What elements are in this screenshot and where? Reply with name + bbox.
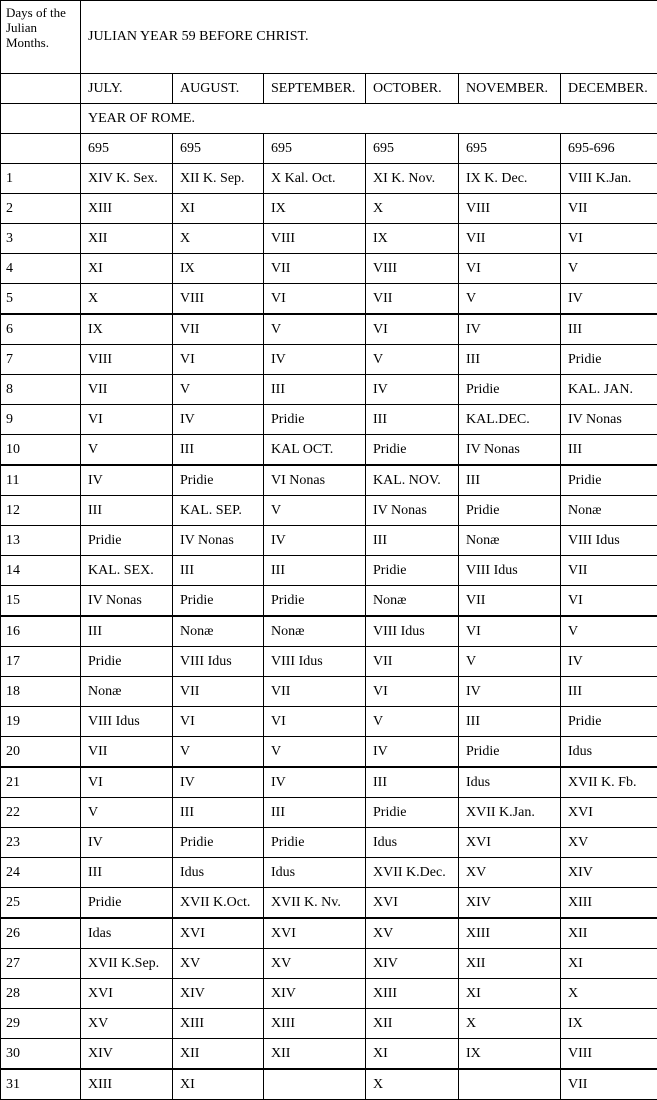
date-cell: IV bbox=[561, 647, 657, 677]
date-cell: V bbox=[264, 496, 366, 526]
day-number: 1 bbox=[1, 164, 81, 194]
day-number: 20 bbox=[1, 737, 81, 768]
date-cell: X Kal. Oct. bbox=[264, 164, 366, 194]
year-cell: 695 bbox=[264, 134, 366, 164]
date-cell: VI bbox=[561, 224, 657, 254]
date-cell: VI bbox=[264, 707, 366, 737]
date-cell: KAL. JAN. bbox=[561, 375, 657, 405]
table-row bbox=[1, 979, 657, 1009]
day-number: 31 bbox=[1, 1069, 81, 1100]
date-cell: Pridie bbox=[459, 737, 561, 768]
empty-header-cell bbox=[1, 134, 81, 164]
date-cell: VIII Idus bbox=[459, 556, 561, 586]
day-number: 30 bbox=[1, 1039, 81, 1070]
date-cell: Idus bbox=[264, 858, 366, 888]
day-number: 21 bbox=[1, 767, 81, 798]
date-cell: V bbox=[561, 616, 657, 647]
date-cell: III bbox=[264, 375, 366, 405]
date-cell: X bbox=[366, 194, 459, 224]
date-cell: Pridie bbox=[81, 526, 173, 556]
date-cell: Idus bbox=[366, 828, 459, 858]
date-cell: III bbox=[561, 435, 657, 466]
table-row bbox=[1, 375, 657, 405]
date-cell: VI Nonas bbox=[264, 465, 366, 496]
date-cell: VIII bbox=[561, 1039, 657, 1070]
date-cell: VII bbox=[264, 677, 366, 707]
date-cell: VIII Idus bbox=[81, 707, 173, 737]
empty-header-cell bbox=[1, 74, 81, 104]
date-cell: VII bbox=[81, 737, 173, 768]
day-number: 12 bbox=[1, 496, 81, 526]
date-cell: XII bbox=[366, 1009, 459, 1039]
date-cell: III bbox=[459, 707, 561, 737]
day-number: 17 bbox=[1, 647, 81, 677]
date-cell: V bbox=[81, 798, 173, 828]
date-cell: XIII bbox=[264, 1009, 366, 1039]
date-cell: XIII bbox=[81, 1069, 173, 1100]
date-cell: XII bbox=[81, 224, 173, 254]
year-of-rome-label: YEAR OF ROME. bbox=[81, 104, 657, 134]
date-cell: III bbox=[366, 526, 459, 556]
date-cell: VI bbox=[459, 254, 561, 284]
date-cell: KAL. NOV. bbox=[366, 465, 459, 496]
title-row bbox=[1, 1, 657, 74]
year-cell: 695-696 bbox=[561, 134, 657, 164]
date-cell: VI bbox=[173, 707, 264, 737]
date-cell: XVI bbox=[366, 888, 459, 919]
date-cell: IX bbox=[81, 314, 173, 345]
date-cell: IX bbox=[264, 194, 366, 224]
date-cell: KAL. SEX. bbox=[81, 556, 173, 586]
date-cell: Pridie bbox=[459, 375, 561, 405]
date-cell: XVII K.Jan. bbox=[459, 798, 561, 828]
date-cell: XIV bbox=[459, 888, 561, 919]
date-cell: XVI bbox=[264, 918, 366, 949]
date-cell: XVI bbox=[173, 918, 264, 949]
day-number: 15 bbox=[1, 586, 81, 617]
table-row bbox=[1, 1039, 657, 1070]
date-cell: XVII K. Fb. bbox=[561, 767, 657, 798]
date-cell: Pridie bbox=[81, 647, 173, 677]
date-cell: Nonæ bbox=[366, 586, 459, 617]
date-cell: KAL.DEC. bbox=[459, 405, 561, 435]
table-row bbox=[1, 858, 657, 888]
date-cell: V bbox=[366, 707, 459, 737]
date-cell: VI bbox=[173, 345, 264, 375]
table-row bbox=[1, 405, 657, 435]
date-cell: XI bbox=[366, 1039, 459, 1070]
table-row bbox=[1, 284, 657, 315]
table-row bbox=[1, 254, 657, 284]
date-cell: Pridie bbox=[173, 828, 264, 858]
date-cell: XI bbox=[173, 1069, 264, 1100]
month-header-november: NOVEMBER. bbox=[459, 74, 561, 104]
date-cell: III bbox=[366, 767, 459, 798]
date-cell: XII bbox=[561, 918, 657, 949]
date-cell: X bbox=[366, 1069, 459, 1100]
date-cell: Nonæ bbox=[459, 526, 561, 556]
date-cell: IV Nonas bbox=[81, 586, 173, 617]
date-cell: III bbox=[561, 677, 657, 707]
date-cell: III bbox=[264, 798, 366, 828]
date-cell: XI bbox=[173, 194, 264, 224]
date-cell: XVII K. Nv. bbox=[264, 888, 366, 919]
date-cell: IV bbox=[264, 767, 366, 798]
date-cell: Pridie bbox=[561, 345, 657, 375]
date-cell: IV bbox=[264, 345, 366, 375]
date-cell: VII bbox=[459, 224, 561, 254]
date-cell: IX bbox=[459, 1039, 561, 1070]
date-cell: III bbox=[173, 435, 264, 466]
date-cell: Pridie bbox=[173, 586, 264, 617]
table-row bbox=[1, 1009, 657, 1039]
table-row bbox=[1, 224, 657, 254]
date-cell: XIII bbox=[459, 918, 561, 949]
date-cell: XI bbox=[459, 979, 561, 1009]
table-row bbox=[1, 707, 657, 737]
date-cell: VIII bbox=[173, 284, 264, 315]
date-cell: XV bbox=[173, 949, 264, 979]
day-number: 3 bbox=[1, 224, 81, 254]
date-cell: III bbox=[459, 345, 561, 375]
date-cell: XV bbox=[81, 1009, 173, 1039]
date-cell: IV bbox=[366, 375, 459, 405]
table-row bbox=[1, 345, 657, 375]
date-cell: Pridie bbox=[81, 888, 173, 919]
date-cell: VIII K.Jan. bbox=[561, 164, 657, 194]
date-cell: V bbox=[366, 345, 459, 375]
date-cell: VIII bbox=[366, 254, 459, 284]
date-cell: XI bbox=[81, 254, 173, 284]
table-row bbox=[1, 918, 657, 949]
date-cell: XV bbox=[561, 828, 657, 858]
day-number: 18 bbox=[1, 677, 81, 707]
date-cell: VIII Idus bbox=[264, 647, 366, 677]
table-row bbox=[1, 526, 657, 556]
table-row bbox=[1, 496, 657, 526]
date-cell: IV bbox=[561, 284, 657, 315]
table-row bbox=[1, 435, 657, 466]
date-cell: XIV bbox=[81, 1039, 173, 1070]
date-cell: VII bbox=[264, 254, 366, 284]
month-header-december: DECEMBER. bbox=[561, 74, 657, 104]
date-cell: XV bbox=[366, 918, 459, 949]
date-cell: VII bbox=[173, 314, 264, 345]
date-cell: VI bbox=[366, 677, 459, 707]
date-cell: XIV bbox=[561, 858, 657, 888]
day-number: 7 bbox=[1, 345, 81, 375]
year-cell: 695 bbox=[81, 134, 173, 164]
date-cell: VI bbox=[459, 616, 561, 647]
date-cell: III bbox=[173, 798, 264, 828]
date-cell: XV bbox=[264, 949, 366, 979]
date-cell: XVII K.Sep. bbox=[81, 949, 173, 979]
date-cell: V bbox=[81, 435, 173, 466]
table-row bbox=[1, 616, 657, 647]
day-number: 6 bbox=[1, 314, 81, 345]
month-header-october: OCTOBER. bbox=[366, 74, 459, 104]
date-cell: Pridie bbox=[459, 496, 561, 526]
date-cell: XII bbox=[173, 1039, 264, 1070]
date-cell: VII bbox=[81, 375, 173, 405]
date-cell: III bbox=[173, 556, 264, 586]
date-cell: III bbox=[264, 556, 366, 586]
date-cell: X bbox=[459, 1009, 561, 1039]
date-cell: Nonæ bbox=[561, 496, 657, 526]
date-cell: XVII K.Oct. bbox=[173, 888, 264, 919]
day-number: 27 bbox=[1, 949, 81, 979]
date-cell: V bbox=[264, 314, 366, 345]
date-cell: XIII bbox=[561, 888, 657, 919]
date-cell: VII bbox=[366, 647, 459, 677]
date-cell: XII K. Sep. bbox=[173, 164, 264, 194]
date-cell: Idus bbox=[561, 737, 657, 768]
day-number: 4 bbox=[1, 254, 81, 284]
date-cell: Nonæ bbox=[173, 616, 264, 647]
day-number: 29 bbox=[1, 1009, 81, 1039]
date-cell: III bbox=[459, 465, 561, 496]
date-cell: KAL OCT. bbox=[264, 435, 366, 466]
day-number: 2 bbox=[1, 194, 81, 224]
date-cell: VI bbox=[81, 405, 173, 435]
date-cell: Nonæ bbox=[264, 616, 366, 647]
date-cell: VIII Idus bbox=[366, 616, 459, 647]
date-cell: VII bbox=[561, 556, 657, 586]
date-cell: VII bbox=[366, 284, 459, 315]
date-cell: III bbox=[81, 496, 173, 526]
date-cell: III bbox=[366, 405, 459, 435]
table-row bbox=[1, 556, 657, 586]
date-cell: XII bbox=[264, 1039, 366, 1070]
day-number: 22 bbox=[1, 798, 81, 828]
day-number: 24 bbox=[1, 858, 81, 888]
date-cell: X bbox=[173, 224, 264, 254]
date-cell: VII bbox=[561, 194, 657, 224]
date-cell: IV bbox=[366, 737, 459, 768]
date-cell: IV bbox=[81, 828, 173, 858]
date-cell: V bbox=[173, 375, 264, 405]
date-cell: VI bbox=[264, 284, 366, 315]
date-cell: IV Nonas bbox=[459, 435, 561, 466]
date-cell: XV bbox=[459, 858, 561, 888]
date-cell: IV Nonas bbox=[173, 526, 264, 556]
table-row bbox=[1, 314, 657, 345]
date-cell: IV bbox=[264, 526, 366, 556]
date-cell: XII bbox=[459, 949, 561, 979]
day-number: 14 bbox=[1, 556, 81, 586]
date-cell: IV bbox=[173, 405, 264, 435]
date-cell: VII bbox=[459, 586, 561, 617]
empty-header-cell bbox=[1, 104, 81, 134]
year-cell: 695 bbox=[366, 134, 459, 164]
day-number: 11 bbox=[1, 465, 81, 496]
year-cell: 695 bbox=[173, 134, 264, 164]
table-row bbox=[1, 767, 657, 798]
table-row bbox=[1, 888, 657, 919]
day-number: 26 bbox=[1, 918, 81, 949]
date-cell: V bbox=[561, 254, 657, 284]
date-cell: Idas bbox=[81, 918, 173, 949]
date-cell: XVI bbox=[561, 798, 657, 828]
days-column-header: Days of the Julian Months. bbox=[1, 1, 81, 74]
date-cell: IV bbox=[459, 314, 561, 345]
date-cell: VII bbox=[173, 677, 264, 707]
date-cell: XI bbox=[561, 949, 657, 979]
date-cell: VI bbox=[561, 586, 657, 617]
table-row bbox=[1, 798, 657, 828]
date-cell: Pridie bbox=[561, 465, 657, 496]
date-cell: XI K. Nov. bbox=[366, 164, 459, 194]
date-cell: XIV bbox=[173, 979, 264, 1009]
date-cell: IV bbox=[173, 767, 264, 798]
table-row bbox=[1, 949, 657, 979]
date-cell: XIII bbox=[81, 194, 173, 224]
table-row bbox=[1, 737, 657, 768]
table-row bbox=[1, 465, 657, 496]
date-cell: XVI bbox=[459, 828, 561, 858]
date-cell: IX bbox=[173, 254, 264, 284]
date-cell: VI bbox=[366, 314, 459, 345]
date-cell: IX K. Dec. bbox=[459, 164, 561, 194]
date-cell: XIV bbox=[264, 979, 366, 1009]
date-cell: VIII Idus bbox=[173, 647, 264, 677]
day-number: 8 bbox=[1, 375, 81, 405]
year-cell: 695 bbox=[459, 134, 561, 164]
month-header-september: SEPTEMBER. bbox=[264, 74, 366, 104]
date-cell: V bbox=[173, 737, 264, 768]
day-number: 28 bbox=[1, 979, 81, 1009]
date-cell: V bbox=[459, 647, 561, 677]
date-cell: XVII K.Dec. bbox=[366, 858, 459, 888]
year-of-rome-label-row bbox=[1, 104, 657, 134]
date-cell: Pridie bbox=[561, 707, 657, 737]
month-header-row bbox=[1, 74, 657, 104]
day-number: 10 bbox=[1, 435, 81, 466]
day-number: 25 bbox=[1, 888, 81, 919]
date-cell: IX bbox=[366, 224, 459, 254]
date-cell: Idus bbox=[173, 858, 264, 888]
date-cell: IV bbox=[459, 677, 561, 707]
date-cell: VIII Idus bbox=[561, 526, 657, 556]
table-row bbox=[1, 164, 657, 194]
table-row bbox=[1, 194, 657, 224]
date-cell: XIII bbox=[173, 1009, 264, 1039]
month-header-july: JULY. bbox=[81, 74, 173, 104]
date-cell: VI bbox=[81, 767, 173, 798]
date-cell: V bbox=[264, 737, 366, 768]
date-cell: KAL. SEP. bbox=[173, 496, 264, 526]
date-cell: XIII bbox=[366, 979, 459, 1009]
day-rows bbox=[1, 164, 657, 1100]
date-cell: Pridie bbox=[366, 798, 459, 828]
date-cell: Pridie bbox=[264, 405, 366, 435]
date-cell: XVI bbox=[81, 979, 173, 1009]
day-number: 9 bbox=[1, 405, 81, 435]
day-number: 5 bbox=[1, 284, 81, 315]
day-number: 13 bbox=[1, 526, 81, 556]
table-row bbox=[1, 828, 657, 858]
date-cell: IV Nonas bbox=[366, 496, 459, 526]
date-cell: III bbox=[81, 616, 173, 647]
date-cell: Idus bbox=[459, 767, 561, 798]
month-header-august: AUGUST. bbox=[173, 74, 264, 104]
date-cell: XIV K. Sex. bbox=[81, 164, 173, 194]
date-cell: Nonæ bbox=[81, 677, 173, 707]
date-cell: III bbox=[561, 314, 657, 345]
date-cell: VIII bbox=[459, 194, 561, 224]
date-cell: Pridie bbox=[173, 465, 264, 496]
date-cell: X bbox=[561, 979, 657, 1009]
date-cell: Pridie bbox=[366, 556, 459, 586]
day-number: 19 bbox=[1, 707, 81, 737]
date-cell: Pridie bbox=[264, 828, 366, 858]
date-cell: X bbox=[81, 284, 173, 315]
date-cell: IV bbox=[81, 465, 173, 496]
day-number: 23 bbox=[1, 828, 81, 858]
date-cell: VIII bbox=[81, 345, 173, 375]
table-row bbox=[1, 647, 657, 677]
date-cell: VIII bbox=[264, 224, 366, 254]
date-cell: XIV bbox=[366, 949, 459, 979]
table-row bbox=[1, 677, 657, 707]
date-cell: IX bbox=[561, 1009, 657, 1039]
year-row bbox=[1, 134, 657, 164]
date-cell: III bbox=[81, 858, 173, 888]
date-cell: Pridie bbox=[264, 586, 366, 617]
date-cell: IV Nonas bbox=[561, 405, 657, 435]
table-title: JULIAN YEAR 59 BEFORE CHRIST. bbox=[81, 1, 657, 74]
day-number: 16 bbox=[1, 616, 81, 647]
table-row bbox=[1, 586, 657, 617]
date-cell: V bbox=[459, 284, 561, 315]
date-cell: VII bbox=[561, 1069, 657, 1100]
date-cell: Pridie bbox=[366, 435, 459, 466]
